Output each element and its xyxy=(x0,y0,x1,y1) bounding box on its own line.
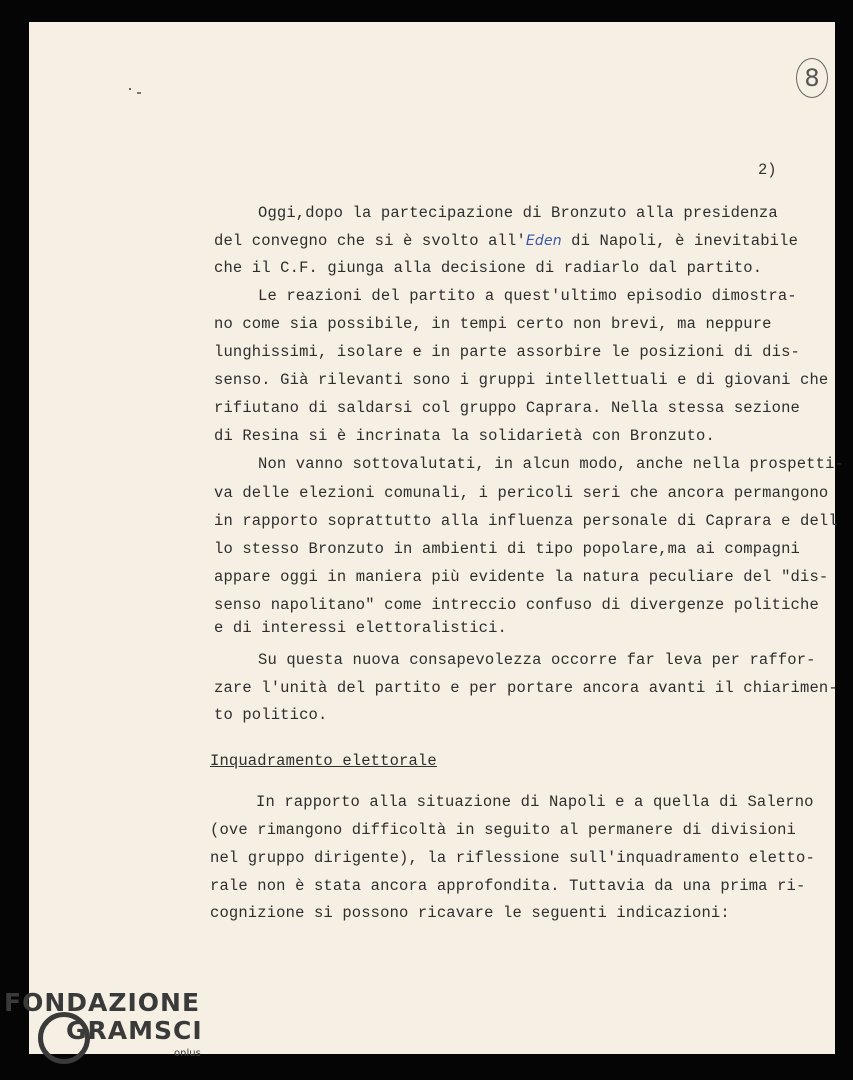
watermark-line2: GRAMSCI xyxy=(66,1016,203,1045)
typed-text: che il C.F. giunga xyxy=(214,259,385,277)
stray-ink-mark xyxy=(129,88,131,90)
typed-page-number: 2) xyxy=(758,161,777,179)
text-line: rifiutano di saldarsi col gruppo Caprara. Nella stessa sezione xyxy=(214,399,800,417)
text-line: Oggi,dopo la partecipazione di Bronzuto alla presidenza xyxy=(258,204,778,222)
watermark-line1: FONDAZIONE xyxy=(4,988,201,1017)
text-line xyxy=(214,259,762,277)
text-line: In rapporto alla situazione di Napoli e a quella di Salerno xyxy=(256,793,814,811)
text-line: rale non è stata ancora approfondita. Tuttavia da una prima ri- xyxy=(210,877,806,895)
fondazione-gramsci-watermark xyxy=(4,988,214,1078)
text-line: in rapporto soprattutto alla influenza personale di Caprara e dell xyxy=(214,512,838,530)
circled-page-number: 8 xyxy=(796,58,828,98)
document-page xyxy=(29,22,844,1054)
text-line: lo stesso Bronzuto in ambienti di tipo popolare,ma ai compagni xyxy=(214,540,800,558)
text-line: di Resina si è incrinata la solidarietà con Bronzuto. xyxy=(214,427,715,445)
typed-text: alla decisione di radiarlo dal partito. xyxy=(384,259,763,277)
text-line: Su questa nuova consapevolezza occorre far leva per raffor- xyxy=(258,651,816,669)
stray-ink-mark xyxy=(137,92,141,94)
typed-text: del convegno che si è svolto all' xyxy=(214,232,526,250)
text-line xyxy=(214,232,798,250)
text-line: (ove rimangono difficoltà in seguito al permanere di divisioni xyxy=(210,821,796,839)
text-line: va delle elezioni comunali, i pericoli seri che ancora permangono xyxy=(214,484,829,502)
typed-text: di Napoli, è inevitabile xyxy=(561,232,799,250)
text-line: zare l'unità del partito e per portare ancora avanti il chiarimen- xyxy=(214,679,838,697)
section-heading: Inquadramento elettorale xyxy=(210,752,437,770)
watermark-suffix: onlus xyxy=(174,1048,201,1059)
text-line: senso. Già rilevanti sono i gruppi intellettuali e di giovani che xyxy=(214,371,829,389)
handwritten-correction: Eden xyxy=(525,233,562,249)
text-line: no come sia possibile, in tempi certo non brevi, ma neppure xyxy=(214,315,772,333)
text-line: Non vanno sottovalutati, in alcun modo, anche nella prospetti- xyxy=(258,455,844,473)
text-line: appare oggi in maniera più evidente la natura peculiare del "dis- xyxy=(214,568,829,586)
text-line: cognizione si possono ricavare le seguenti indicazioni: xyxy=(210,904,730,922)
text-line: to politico. xyxy=(214,706,328,724)
text-line: nel gruppo dirigente), la riflessione sull'inquadramento eletto- xyxy=(210,849,815,867)
text-line: Le reazioni del partito a quest'ultimo episodio dimostra- xyxy=(258,287,797,305)
text-line: e di interessi elettoralistici. xyxy=(214,619,507,637)
text-line: senso napolitano" come intreccio confuso di divergenze politiche xyxy=(214,596,819,614)
text-line: lunghissimi, isolare e in parte assorbire le posizioni di dis- xyxy=(214,343,800,361)
